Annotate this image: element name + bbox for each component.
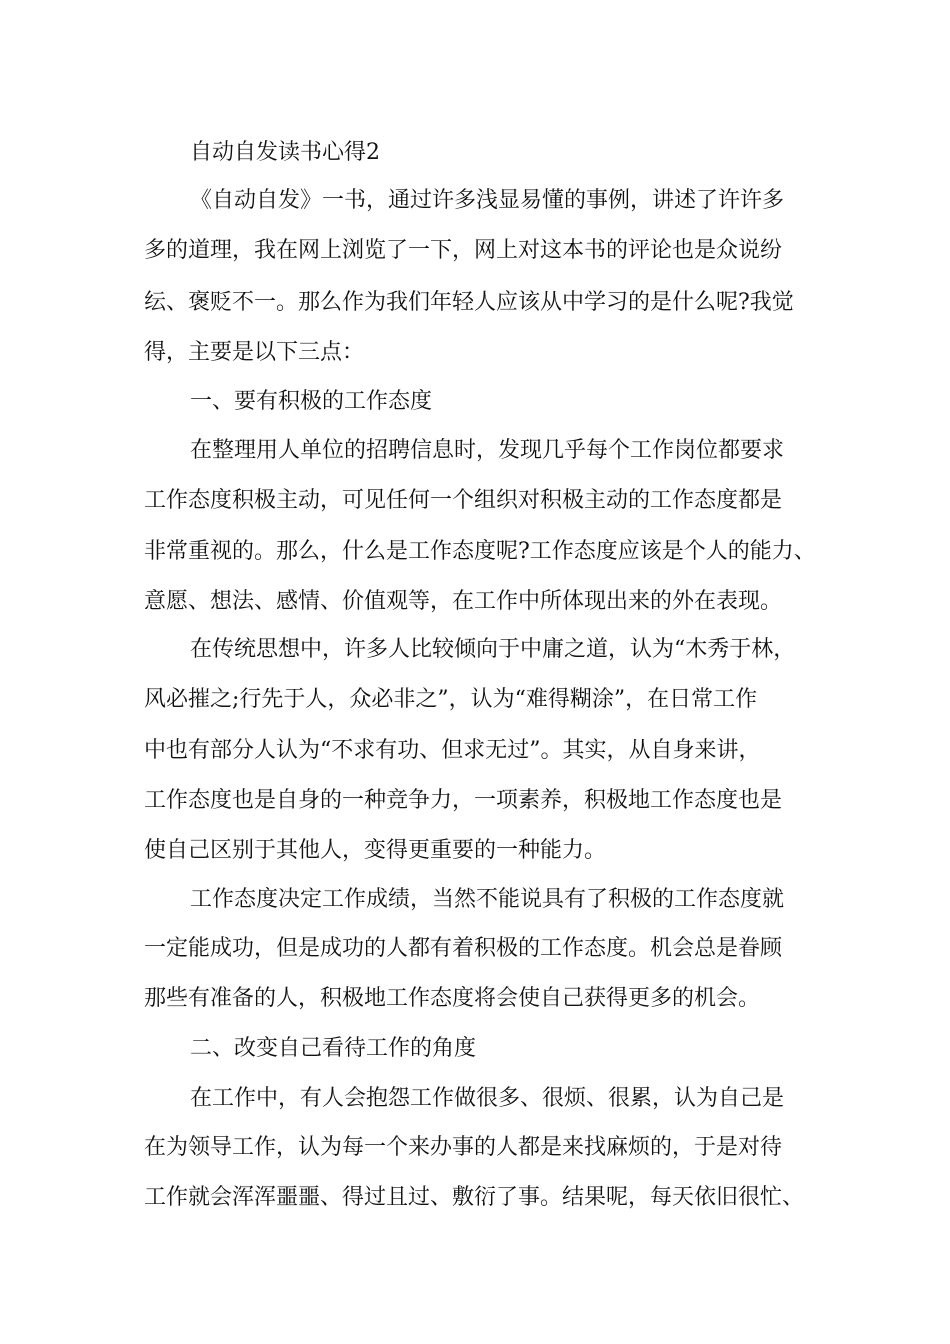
paragraph-line: 那些有准备的人，积极地工作态度将会使自己获得更多的机会。: [144, 986, 761, 1011]
paragraph-line: 风必摧之;行先于人，众必非之”，认为“难得糊涂”，在日常工作: [144, 687, 758, 712]
paragraph-line: 得，主要是以下三点：: [144, 340, 365, 365]
paragraph-line: 纭、褒贬不一。那么作为我们年轻人应该从中学习的是什么呢?我觉: [144, 290, 794, 315]
paragraph-line: 意愿、想法、感情、价值观等，在工作中所体现出来的外在表现。: [144, 589, 783, 614]
paragraph-line: 一定能成功，但是成功的人都有着积极的工作态度。机会总是眷顾: [144, 936, 783, 961]
paragraph-line: 在工作中，有人会抱怨工作做很多、很烦、很累，认为自己是: [190, 1086, 785, 1111]
paragraph-line: 工作就会浑浑噩噩、得过且过、敷衍了事。结果呢，每天依旧很忙、: [144, 1185, 805, 1210]
paragraph-line: 在整理用人单位的招聘信息时，发现几乎每个工作岗位都要求: [190, 438, 785, 463]
paragraph-line: 工作态度积极主动，可见任何一个组织对积极主动的工作态度都是: [144, 488, 783, 513]
paragraph-line: 多的道理，我在网上浏览了一下，网上对这本书的评论也是众说纷: [144, 238, 783, 263]
paragraph-line: 使自己区别于其他人，变得更重要的一种能力。: [144, 838, 607, 863]
paragraph-line: 在传统思想中，许多人比较倾向于中庸之道，认为“木秀于林，: [190, 637, 796, 662]
paragraph-line: 非常重视的。那么，什么是工作态度呢?工作态度应该是个人的能力、: [144, 539, 816, 564]
section-title: 自动自发读书心得2: [190, 140, 380, 165]
paragraph-line: 工作态度决定工作成绩，当然不能说具有了积极的工作态度就: [190, 887, 785, 912]
heading-two: 二、改变自己看待工作的角度: [190, 1036, 477, 1061]
paragraph-line: 《自动自发》一书，通过许多浅显易懂的事例，讲述了许许多: [190, 188, 785, 213]
paragraph-line: 工作态度也是自身的一种竞争力，一项素养，积极地工作态度也是: [144, 788, 783, 813]
paragraph-line: 中也有部分人认为“不求有功、但求无过”。其实，从自身来讲，: [144, 738, 761, 763]
paragraph-line: 在为领导工作，认为每一个来办事的人都是来找麻烦的，于是对待: [144, 1135, 783, 1160]
heading-one: 一、要有积极的工作态度: [190, 389, 433, 414]
